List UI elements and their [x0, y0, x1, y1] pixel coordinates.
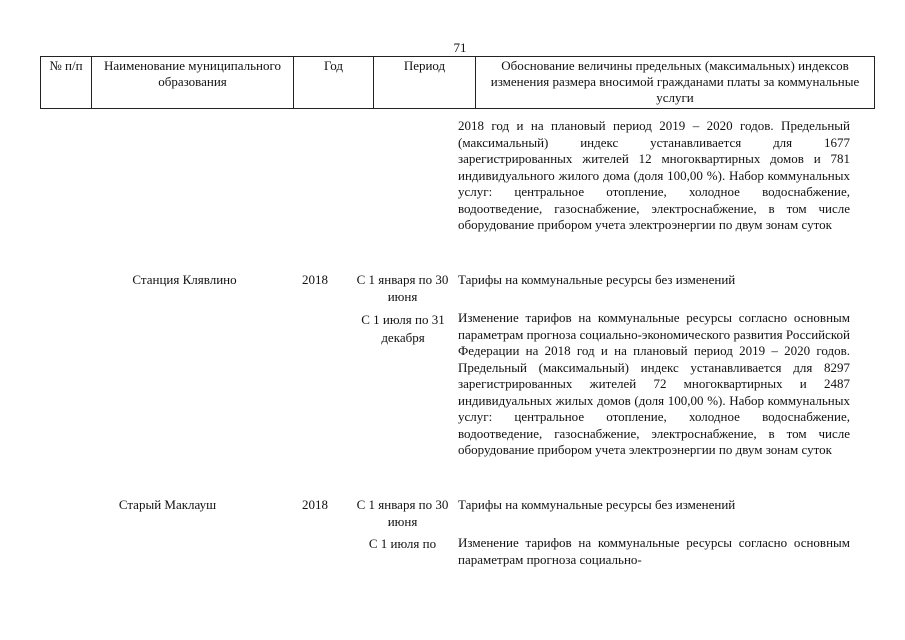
header-col-number: № п/п — [41, 57, 92, 109]
header-col-period: Период — [374, 57, 476, 109]
continuation-reason: 2018 год и на плановый период 2019 – 2020 годов. Предельный (максимальный) индекс устанавливается для 1677 зарегистрированных жителей 12 многоквартирных домов и 781 индивидуального жилого дома (доля 100,00 %). Набор коммунальных услуг: центральное отопление, холодное водоснабжение, водоотведение, газоснабжение, электроснабжение, в том числе оборудование прибором учета электроэнергии по двум зонам суток — [458, 118, 850, 232]
entry-period-second-half: С 1 июля по — [368, 536, 437, 551]
header-col-year: Год — [294, 57, 374, 109]
entry-name: Старый Маклауш — [118, 497, 217, 512]
header-col-reason: Обоснование величины предельных (максимальных) индексов изменения размера вносимой гражданами платы за коммунальные услуги — [476, 57, 875, 109]
entry-reason-first-half: Тарифы на коммунальные ресурсы без изменений — [458, 272, 736, 287]
page-number: 71 — [453, 40, 467, 55]
entry-year: 2018 — [302, 272, 328, 287]
entry-name: Станция Клявлино — [132, 272, 237, 287]
entry-reason-second-half: Изменение тарифов на коммунальные ресурсы согласно основным параметрам прогноза социально- — [458, 535, 850, 567]
entry-period-second-half: С 1 июля по 31 декабря — [361, 312, 445, 345]
entry-reason-first-half: Тарифы на коммунальные ресурсы без изменений — [458, 497, 736, 512]
header-col-name: Наименование муниципального образования — [92, 57, 294, 109]
entry-reason-second-half: Изменение тарифов на коммунальные ресурсы согласно основным параметрам прогноза социально-экономического развития Российской Федерации на 2018 год и на плановый период 2019 – 2020 годов. Предельный (максимальный) индекс устанавливается для 8297 зарегистрированных жителей 72 многоквартирных и 2487 индивидуальных жилых домов (доля 100,00 %). Набор коммунальных услуг: центральное отопление, холодное водоснабжение, водоотведение, газоснабжение, электроснабжение, в том числе оборудование прибором учета электроэнергии по двум зонам суток — [458, 310, 850, 457]
entry-period-first-half: С 1 января по 30 июня — [356, 272, 449, 304]
table-header — [40, 56, 875, 109]
entry-year: 2018 — [302, 497, 328, 512]
entry-period-first-half: С 1 января по 30 июня — [356, 497, 449, 529]
